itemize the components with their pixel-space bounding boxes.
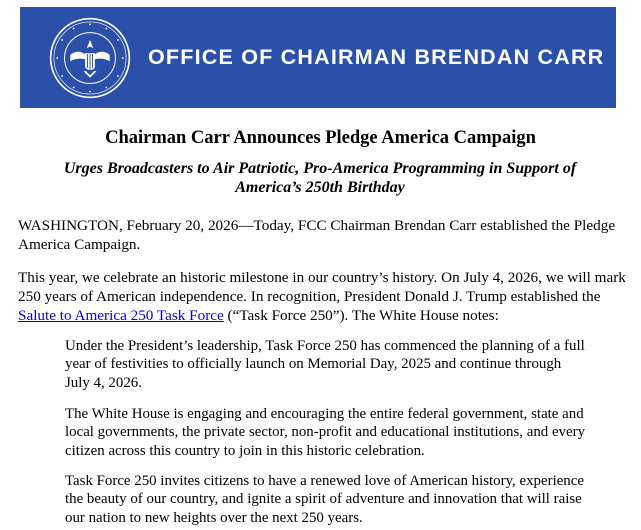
paragraph-text: (“Task Force 250”). The White House notes: xyxy=(223,307,499,324)
header-banner xyxy=(20,7,616,108)
press-release-headline: Chairman Carr Announces Pledge America Campaign xyxy=(105,128,536,148)
context-paragraph xyxy=(18,268,630,325)
lead-paragraph: WASHINGTON, February 20, 2026—Today, FCC Chairman Brendan Carr established the Pledge America Campaign. xyxy=(18,217,616,253)
quote-paragraph: Under the President’s leadership, Task Force 250 has commenced the planning of a full year of festivities to officially launch on Memorial Day, 2025 and continue through July 4, 2026. xyxy=(65,338,585,391)
press-release-subheadline: Urges Broadcasters to Air Patriotic, Pro-America Programming in Support of America’s 250th Birthday xyxy=(63,160,577,196)
banner-title: OFFICE OF CHAIRMAN BRENDAN CARR xyxy=(148,45,605,69)
fcc-seal-icon xyxy=(49,17,131,99)
paragraph-text: This year, we celebrate an historic milestone in our country’s history. On July 4, 2026, we will mark 250 years of American independence. In recognition, President Donald J. Trump established the xyxy=(18,269,626,305)
task-force-link[interactable]: Salute to America 250 Task Force xyxy=(18,307,224,324)
quote-paragraph: The White House is engaging and encouraging the entire federal government, state and local governments, the private sector, non-profit and educational institutions, and every citizen across this country to join in this historic celebration. xyxy=(65,406,586,459)
quote-paragraph: Task Force 250 invites citizens to have a renewed love of American history, experience the beauty of our country, and ignite a spirit of adventure and innovation that will raise our nation to new heights over the next 250 years. xyxy=(65,473,584,526)
